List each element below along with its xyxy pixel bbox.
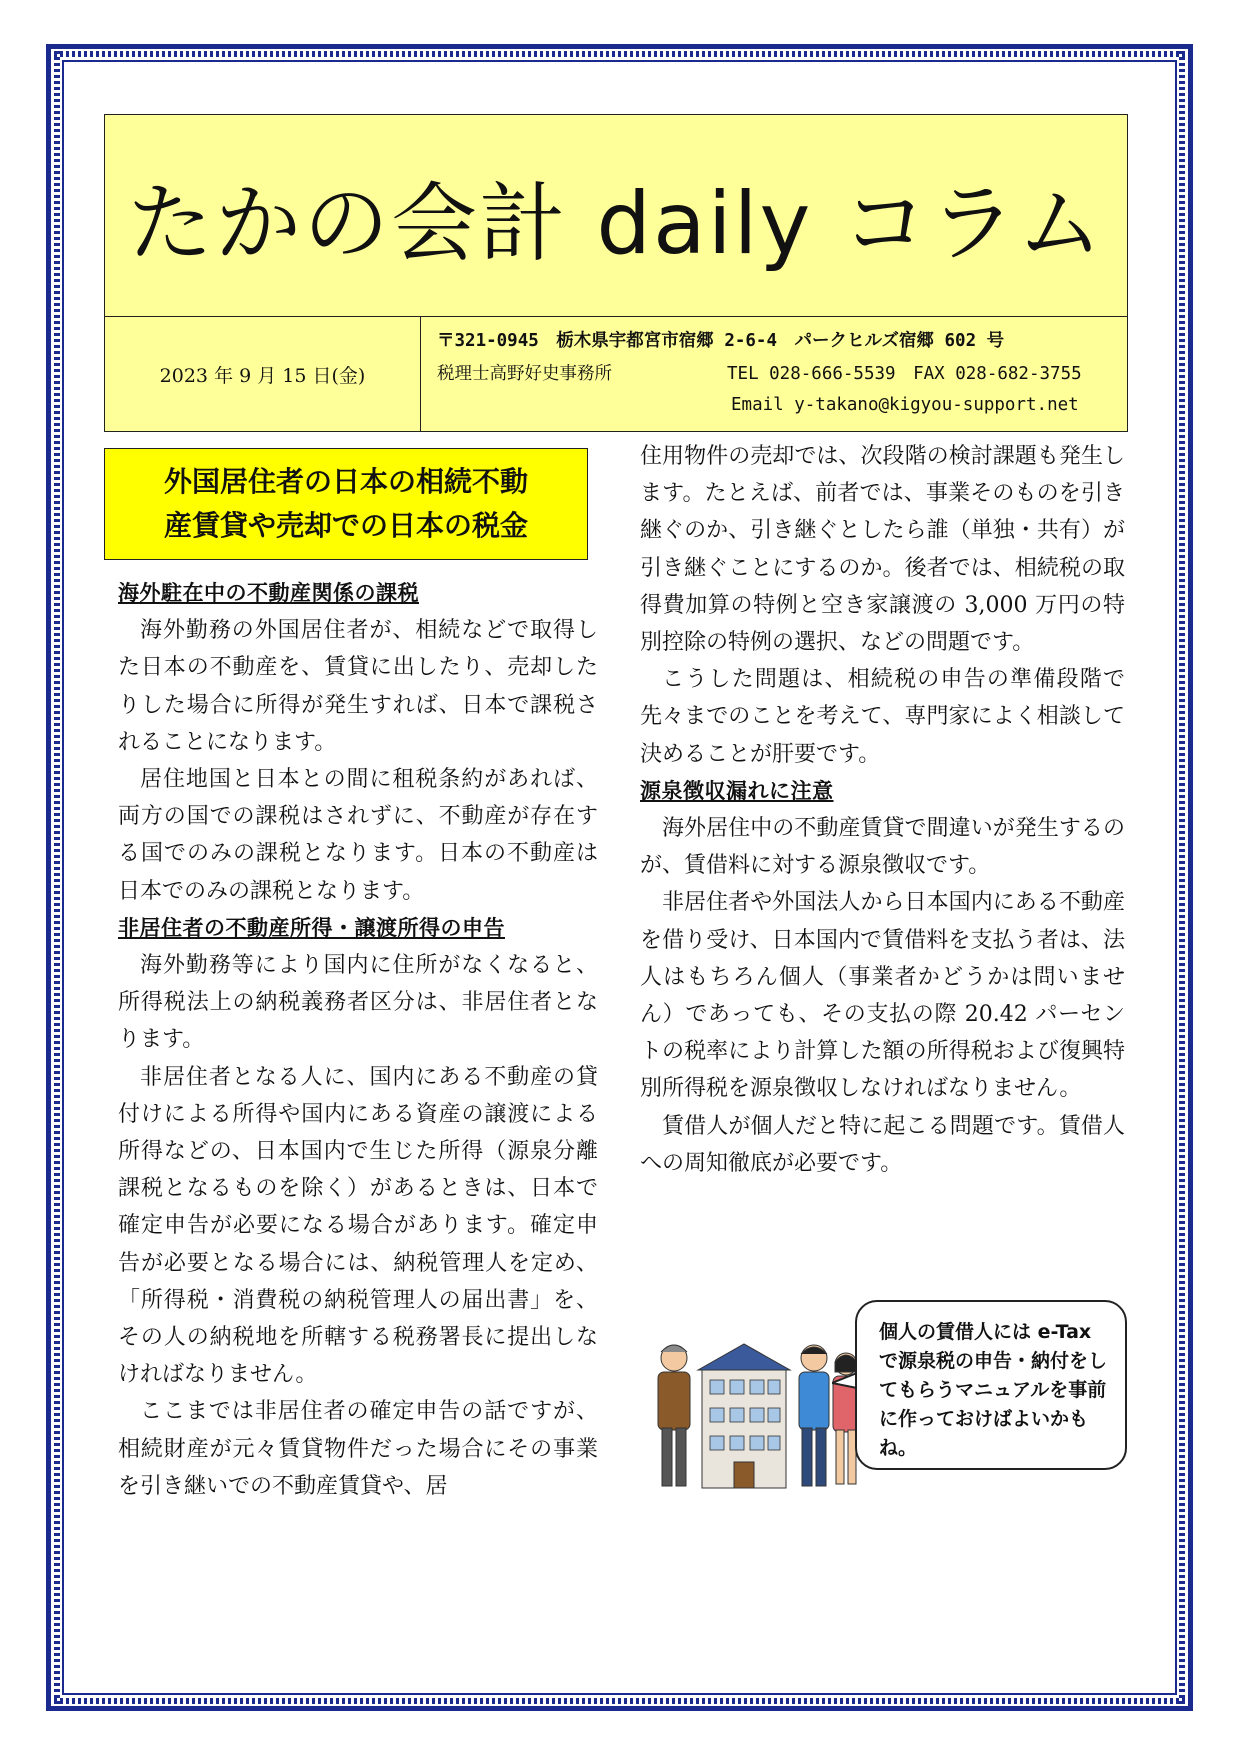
headline-line-2: 産賃貸や売却での日本の税金 [163,509,528,542]
section-heading: 源泉徴収漏れに注意 [640,778,834,803]
landlord-figure-icon [658,1345,690,1486]
office-name: 税理士高野好史事務所 [437,364,612,384]
office-email: Email y-takano@kigyou-support.net [731,395,1079,415]
paragraph: 海外居住中の不動産賃貸で間違いが発生するのが、賃借料に対する源泉徴収です。 [640,816,1125,879]
rental-building-icon [698,1344,790,1488]
left-column [118,575,598,1505]
paragraph: 海外勤務の外国居住者が、相続などで取得した日本の不動産を、賃貸に出したり、売却したりした場合に所得が発生すれば、日本で課税されることになります。 [118,618,598,755]
masthead [104,114,1128,432]
paragraph: 住用物件の売却では、次段階の検討課題も発生します。たとえば、前者では、事業そのものを引き継ぐのか、引き継ぐとしたら誰（単独・共有）が引き継ぐことにするのか。後者では、相続税の取得費加算の特例と空き家譲渡の 3,000 万円の特別控除の特例の選択、などの問題です。 [640,444,1125,656]
office-phone-fax: TEL 028-666-5539 FAX 028-682-3755 [727,364,1082,384]
section-heading: 海外駐在中の不動産関係の課税 [118,581,419,605]
paragraph: 居住地国と日本との間に租税条約があれば、両方の国での課税はされずに、不動産が存在する国でのみの課税となります。日本の不動産は日本でのみの課税となります。 [118,767,598,904]
paragraph: 非居住者や外国法人から日本国内にある不動産を借り受け、日本国内で賃借料を支払う者は、法人はもちろん個人（事業者かどうかは問いません）であっても、その支払の際 20.42 パーセントの税率により計算した額の所得税および復興特別所得税を源泉徴収しなければなりません。 [640,890,1125,1102]
speech-bubble: 個人の賃借人には e-Tax で源泉税の申告・納付をしてもらうマニュアルを事前に作っておけばよいかもね。 [855,1300,1127,1470]
paragraph: 賃借人が個人だと特に起こる問題です。賃借人への周知徹底が必要です。 [640,1113,1125,1176]
contact-info [421,317,1127,431]
section-heading: 非居住者の不動産所得・譲渡所得の申告 [118,915,505,940]
right-column [640,438,1125,1182]
paragraph: こうした問題は、相続税の申告の準備段階で先々までのことを考えて、専門家によく相談して決めることが肝要です。 [640,667,1125,767]
paragraph: ここまでは非居住者の確定申告の話ですが、相続財産が元々賃貸物件だった場合にその事業を引き継いでの不動産賃貸や、居 [118,1399,598,1499]
headline-line-1: 外国居住者の日本の相続不動 [163,465,528,498]
tenant-figure-icon [799,1345,829,1486]
issue-date: 2023 年 9 月 15 日(金) [105,317,421,431]
newsletter-title: たかの会計 daily コラム [105,115,1127,317]
landlord-tenants-illustration [650,1330,865,1500]
office-address: 〒321-0945 栃木県宇都宮市宿郷 2-6-4 パークヒルズ宿郷 602 号 [437,331,1005,351]
paragraph: 海外勤務等により国内に住所がなくなると、所得税法上の納税義務者区分は、非居住者となります。 [118,953,598,1053]
paragraph: 非居住者となる人に、国内にある不動産の貸付けによる所得や国内にある資産の譲渡による所得などの、日本国内で生じた所得（源泉分離課税となるものを除く）があるときは、日本で確定申告が必要になる場合があります。確定申告が必要となる場合には、納税管理人を定め、「所得税・消費税の納税管理人の届出書」を、その人の納税地を所轄する税務署長に提出しなければなりません。 [118,1064,598,1388]
article-headline [104,448,588,560]
